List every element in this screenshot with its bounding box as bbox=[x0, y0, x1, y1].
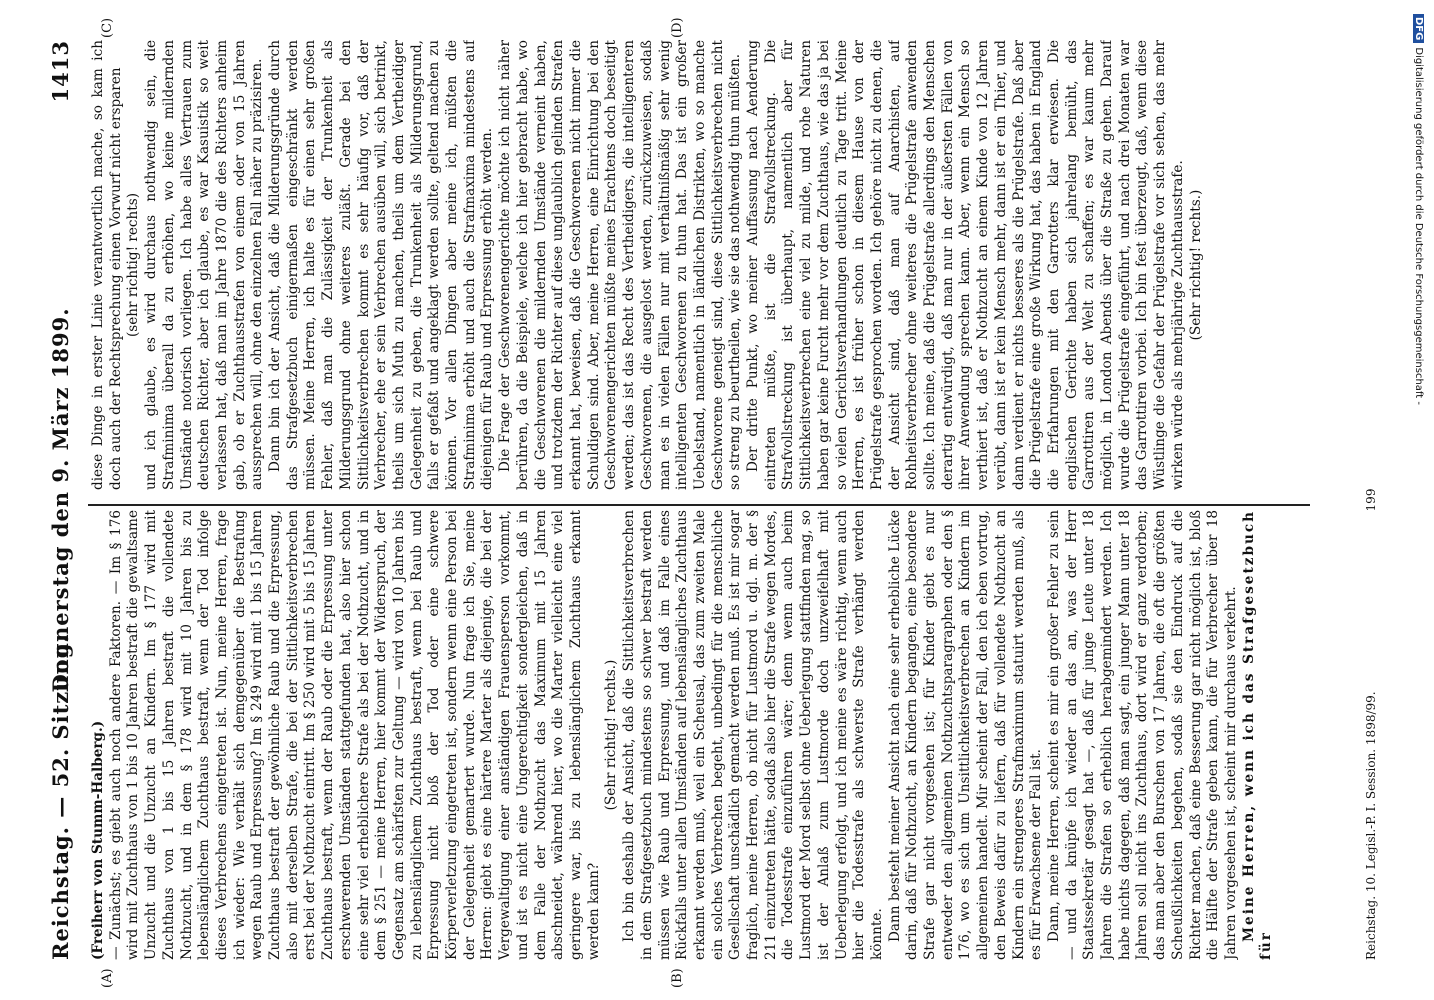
digitization-credit-text: Digitalisierung gefördert durch die Deutsche Forschungsgemeinschaft - bbox=[1413, 47, 1424, 405]
running-head-left: Reichstag. — 52. Sitzung. bbox=[48, 634, 73, 960]
right-paragraph-3: Dann bin ich der Ansicht, daß die Milderungsgründe durch das Strafgesetzbuch einigermaßen eingeschränkt werden müssen. Meine Herren, ich halte es für einen sehr großen Fehler, daß man die Zulässigkeit der Trunkenheit als Milderungsgrund ohne weiteres zuläßt. Gerade bei den Sittlichkeitsverbrechen kommt es sehr häufig vor, daß der Verbrecher, ehe er sein Verbrechen ausüben will, sich betrinkt, theils um sich Muth zu machen, theils um dem Vertheidiger Gelegenheit zu geben, die Trunkenheit als Milderungsgrund, falls er gefaßt und angeklagt werden sollte, geltend machen zu können. Vor allen Dingen aber meine ich, müßten die Strafminima erhöht und auch die Strafmaxima mindestens auf diejenigen für Raub und Erpressung erhöht werden. bbox=[267, 40, 496, 490]
footer-session: Reichstag. 10. Legisl.-P. I. Session. 1898/99. bbox=[1364, 691, 1378, 960]
left-paragraph-1: — Zunächst; es giebt auch noch andere Faktoren. — Im § 176 wird mit Zuchthaus von 1 bis 10 Jahren bestraft die gewaltsame Unzucht und die Unzucht an Kindern. Im § 177 wird mit Zuchthaus von 1 bis 15 Jahren bestraft die vollendete Nothzucht, und in dem § 178 wird mit 10 Jahren bis zu lebenslänglichem Zuchthaus bestraft, wenn der Tod infolge dieses Verbrechens eingetreten ist. Nun, meine Herren, frage ich wieder: Wie verhält sich demgegenüber die Bestrafung wegen Raub und Erpressung? Im § 249 wird mit 1 bis 15 Jahren Zuchthaus bestraft der gewöhnliche Raub und die Erpressung, also mit derselben Strafe, die bei der Sittlichkeitsverbrechen erst bei der Nothzucht eintritt. Im § 250 wird mit 5 bis 15 Jahren Zuchthaus bestraft, wenn der Raub oder die Erpressung unter erschwerenden Umständen stattgefunden hat, also hier schon eine sehr viel erheblichere Strafe als bei der Nothzucht, und in dem § 251 — meine Herren, hier kommt der Widerspruch, der Gegensatz am schärfsten zur Geltung — wird von 10 Jahren bis zu lebenslänglichem Zuchthaus bestraft, wenn bei Raub und Erpressung nicht bloß der Tod oder eine schwere Körperverletzung eingetreten ist, sondern wenn eine Person bei der Gelegenheit gemartert wurde. Nun frage ich Sie, meine Herren: giebt es eine härtere Marter als diejenige, die bei der Vergewaltigung einer anständigen Frauensperson vorkommt, und ist es nicht eine Ungerechtigkeit sondergleichen, daß in dem Falle der Nothzucht das Maximum mit 15 Jahren abschneidet, während hier, wo die Marter vielleicht eine viel geringere war, bis zu lebenslänglichem Zuchthaus erkannt werden kann? bbox=[107, 510, 602, 960]
left-paragraph-4: Dann, meine Herren, scheint es mir ein großer Fehler zu sein — und da knüpfe ich wieder an das an, was der Herr Staatssekretär gesagt hat —, daß für junge Leute unter 18 Jahren die Strafen so erheblich herabgemindert werden. Ich habe nichts dagegen, daß man sagt, ein junger Mann unter 18 Jahren soll nicht ins Zuchthaus, dort wird er ganz verdorben; das man aber den Burschen von 17 Jahren, die oft die größten Scheußlichkeiten begehen, sodaß sie den Eindruck auf die Richter machen, daß eine Besserung gar nicht möglich ist, bloß die Hälfte der Strafe geben kann, die für Verbrecher über 18 Jahren vorgesehen ist, scheint mir durchaus verkehrt. bbox=[1045, 510, 1239, 960]
applause-right-2: (Sehr richtig! rechts.) bbox=[1187, 189, 1204, 341]
column-rule bbox=[88, 504, 1310, 506]
left-paragraph-3: Dann besteht meiner Ansicht nach eine sehr erhebliche Lücke darin, daß für Nothzucht, an Kindern begangen, eine besondere Strafe gar nicht vorgesehen ist; für Kinder giebt es nur entweder den allgemeinen Nothzuchtsparagraphen oder den § 176, wo es sich um Unsittlichkeitsverbrechen an Kindern im allgemeinen handelt. Mir scheint der Fall, den ich eben vortrug, den Beweis dafür zu liefern, daß für vollendete Nothzucht an Kindern ein strengeres Strafmaximum statuirt werden muß, als es für Erwachsene der Fall ist. bbox=[886, 510, 1045, 960]
margin-mark-d: (D) bbox=[670, 17, 685, 38]
right-paragraph-5: Der dritte Punkt, wo meiner Auffassung nach Aenderung eintreten müßte, ist die Strafvollstreckung. Die Strafvollstreckung ist überhaupt, namentlich aber für Sittlichkeitsverbrechen eine viel zu milde, und rohe Naturen haben gar keine Furcht mehr vor dem Zuchthaus, wie das ja bei so vielen Gerichtsverhandlungen deutlich zu Tage tritt. Meine Herren, es ist früher schon in diesem Hause von der Prügelstrafe gesprochen worden. Ich gehöre nicht zu denen, die der Ansicht sind, daß man auf Anarchisten, auf Rohheitsverbrecher ohne weiteres die Prügelstrafe anwenden sollte. Ich meine, daß die Prügelstrafe allerdings den Menschen derartig entwürdigt, daß man nur in der äußersten Fällen von ihrer Anwendung sprechen kann. Aber, wenn ein Mensch so verthiert ist, daß er Nothzucht an einem Kinde von 12 Jahren verübt, dann ist er kein Mensch mehr, dann ist er ein Thier, und dann verdient er nichts besseres als die Prügelstrafe. Daß aber die Prügelstrafe eine große Wirkung hat, das haben in England die Erfahrungen mit den Garrotters klar erwiesen. Die englischen Gerichte haben sich jahrelang bemüht, das Garrottiren aus der Welt zu schaffen; es war kaum mehr möglich, in London Abends über die Straße zu gehen. Darauf wurde die Prügelstrafe eingeführt, und nach drei Monaten war das Garrottiren vorbei. Ich bin fest überzeugt, daß, wenn diese Wüstlinge die Gefahr der Prügelstrafe vor sich sehen, das mehr wirken würde als mehrjährige Zuchthausstrafe. bbox=[745, 40, 1186, 490]
left-column bbox=[90, 510, 1320, 960]
speaker-line: (Freiherr von Stumm-Halberg.) bbox=[90, 720, 106, 960]
margin-mark-a: (A) bbox=[100, 968, 115, 988]
right-paragraph-4: Die Frage der Geschworenengerichte möchte ich nicht näher berühren, da die Beispiele, welche ich hier gebracht habe, wo die Geschworenen die mildernden Umstände verneint haben, und trotzdem der Richter auf diese unglaublich gelinden Strafen erkannt hat, beweisen, daß die Geschworenen nicht immer die Schuldigen sind. Aber, meine Herren, eine Einrichtung bei den Geschworenengerichten müßte meines Erachtens doch beseitigt werden; das ist das Recht des Vertheidigers, die intelligenteren Geschworenen, die ausgelost werden, zurückzuweisen, sodaß man es in vielen Fällen nur mit verhältnißmäßig sehr wenig intelligenten Geschworenen zu thun hat. Das ist ein großer Uebelstand, namentlich in ländlichen Distrikten, wo so manche Geschworene geneigt sind, diese Sittlichkeitsverbrechen nicht so streng zu beurtheilen, wie sie das nothwendig thun müßten. bbox=[497, 40, 744, 490]
applause-right-1: (sehr richtig! rechts) bbox=[125, 192, 142, 338]
left-paragraph-5: Meine Herren, wenn ich das Strafgesetzbuch für bbox=[1240, 510, 1275, 960]
running-head-date: Donnerstag den 9. März 1899. bbox=[48, 307, 73, 693]
left-paragraph-2: Ich bin deshalb der Ansicht, daß die Sittlichkeitsverbrechen in dem Strafgesetzbuch mindestens so schwer bestraft werden müssen wie Raub und Erpressung, und daß im Falle eines Rückfalls unter allen Umständen auf lebenslängliches Zuchthaus erkannt werden muß, weil ein Scheusal, das zum zweiten Male ein solches Verbrechen begeht, unbedingt für die menschliche Gesellschaft unschädlich gemacht werden muß. Es ist mir sogar fraglich, meine Herren, ob nicht für Lustmord u. dgl. m. der § 211 einzutreten hätte, sodaß also hier die Strafe wegen Mordes, die Todesstrafe einzuführen wäre; denn wenn auch beim Lustmord der Mord selbst ohne Ueberlegung stattfinden mag, so ist der Anlaß zum Lustmorde doch unzweifelhaft mit Ueberlegung erfolgt, und ich meine es wäre richtig, wenn auch hier die Todesstrafe als schwerste Strafe verhängt werden könnte. bbox=[621, 510, 885, 960]
margin-mark-b: (B) bbox=[670, 968, 685, 988]
right-column bbox=[90, 40, 1320, 490]
footer-sheet-number: 199 bbox=[1364, 488, 1378, 512]
page-sheet bbox=[30, 0, 1390, 1000]
page-number: 1413 bbox=[48, 40, 73, 103]
right-paragraph-2: und ich glaube, es wird durchaus nothwendig sein, die Strafminima überall da zu erhöhen, wo keine mildernden Umstände notorisch vorliegen. Ich habe alles Vertrauen zum deutschen Richter, aber ich glaube, es war Kasuistik so weit verlassen hat, daß man im Jahre 1870 die des Richters anheim gab, ob er Zuchthausstrafen von einem oder von 15 Jahren aussprechen will, ohne den einzelnen Fall näher zu präzisiren. bbox=[143, 40, 266, 490]
margin-mark-c: (C) bbox=[100, 17, 115, 38]
running-head bbox=[48, 40, 82, 960]
digitization-credit bbox=[1404, 14, 1428, 994]
dfg-logo: DFG bbox=[1413, 14, 1424, 43]
right-paragraph-1: diese Dinge in erster Linie verantwortlich mache, so kam ich doch auch der Rechtsprechung einen Vorwurf nicht ersparen bbox=[90, 40, 124, 490]
applause-left-1: (Sehr richtig! rechts.) bbox=[603, 659, 620, 811]
